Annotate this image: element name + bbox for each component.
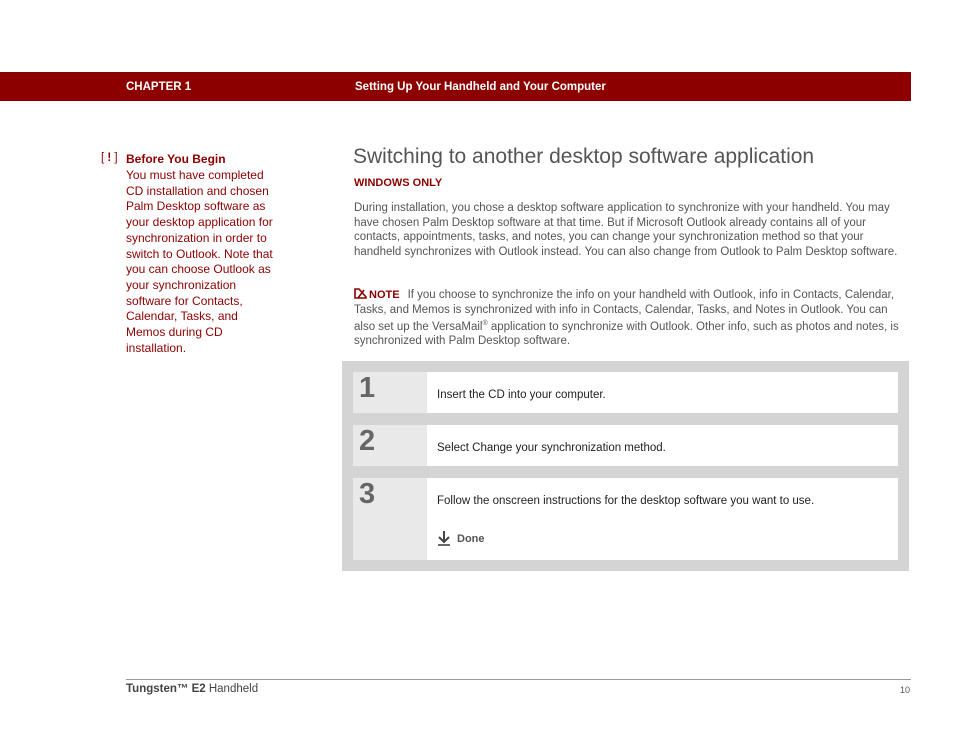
marker-bang: !	[107, 152, 112, 164]
chapter-label: CHAPTER 1	[126, 81, 192, 93]
note-paragraph	[354, 288, 906, 349]
step-number-box	[353, 478, 427, 560]
chapter-title: Setting Up Your Handheld and Your Computer	[355, 81, 606, 93]
marker-close: ]	[111, 152, 118, 164]
done-arrow-icon	[437, 530, 451, 546]
sidebar-body: You must have completed CD installation and chosen Palm Desktop software as your desktop application for synchronization in order to switch to Outlook. Note that you can choose Outlook as your synchronization software for Contacts, Calendar, Tasks, and Memos during CD installation.	[126, 168, 273, 355]
step-text: Insert the CD into your computer.	[437, 389, 606, 401]
step-1	[353, 372, 898, 413]
page-number: 10	[900, 685, 911, 695]
note-text-after: application to synchronize with Outlook. Other info, such as photos and notes, is synchronized with Palm Desktop software.	[354, 320, 899, 348]
step-2	[353, 425, 898, 466]
note-label: NOTE	[369, 289, 400, 301]
step-3	[353, 478, 898, 560]
step-number-box	[353, 425, 427, 466]
marker-open: [	[101, 152, 108, 164]
footer-rule	[126, 679, 911, 680]
step-number: 1	[359, 372, 376, 404]
intro-paragraph: During installation, you chose a desktop software application to synchronize with your handheld. You may have chosen Palm Desktop software at that time. But if Microsoft Outlook already contains all of your contacts, appointments, tasks, and notes, you can change your synchronization method so that your handheld synchronizes with Outlook instead. You can also change from Outlook to Palm Desktop software.	[354, 202, 898, 258]
step-text: Follow the onscreen instructions for the desktop software you want to use.	[437, 495, 815, 507]
step-number-box	[353, 372, 427, 413]
note-text-before: If you choose to synchronize the info on your handheld with Outlook, info in Contacts, Calendar, Tasks, and Memos is synchronized with info in Contacts, Calendar, Tasks, and Notes in Outlook. You can also set up the VersaMail	[354, 289, 895, 333]
done-indicator	[437, 530, 485, 546]
footer-product-name	[126, 683, 258, 695]
sidebar-heading: Before You Begin	[126, 152, 226, 166]
note-icon	[354, 288, 367, 299]
platform-subhead: WINDOWS ONLY	[354, 177, 443, 189]
footer-product-rest: Handheld	[205, 683, 259, 695]
step-number: 3	[359, 478, 376, 510]
step-text: Select Change your synchronization method.	[437, 442, 666, 454]
step-number: 2	[359, 425, 376, 457]
done-label: Done	[457, 533, 485, 545]
footer-product-bold: Tungsten™ E2	[126, 683, 206, 695]
page-title: Switching to another desktop software application	[353, 145, 815, 168]
important-marker	[101, 152, 118, 164]
registered-mark: ®	[482, 320, 488, 327]
